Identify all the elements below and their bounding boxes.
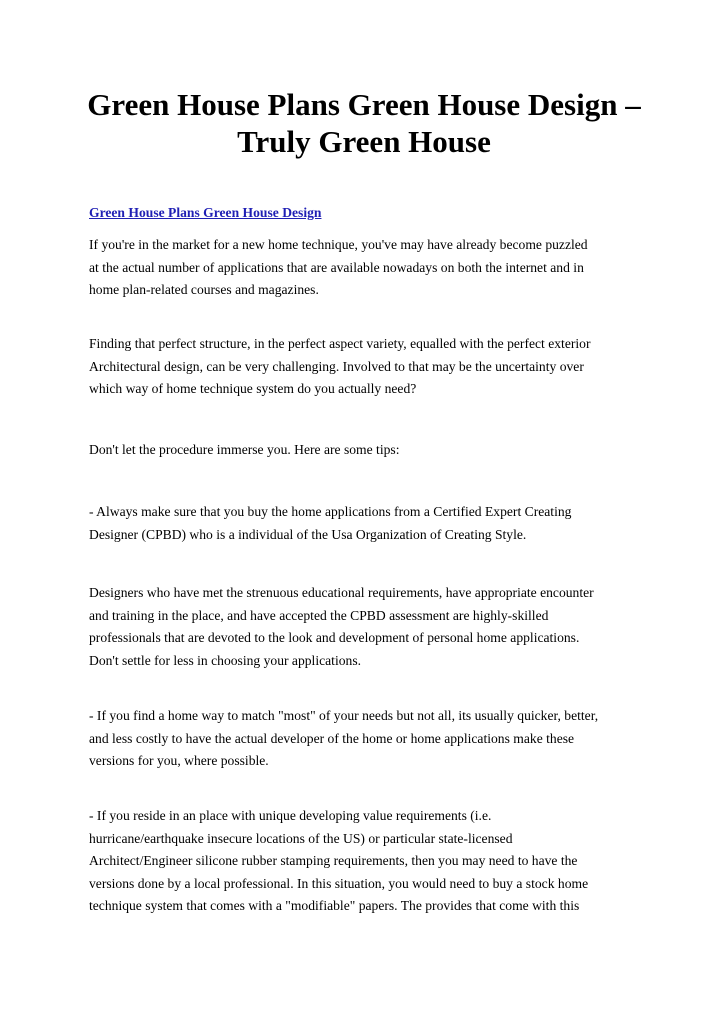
paragraph-5-line-1: Designers who have met the strenuous educational requirements, have appropriate encounter [89,585,594,600]
paragraph-6 [89,705,649,773]
paragraph-6-line-3: versions for you, where possible. [89,753,269,768]
paragraph-3 [89,439,649,462]
title-line-2: Truly Green House [237,124,491,159]
title-line-1: Green House Plans Green House Design – [87,87,641,122]
paragraph-2-line-1: Finding that perfect structure, in the perfect aspect variety, equalled with the perfect exterior [89,336,591,351]
green-house-plans-link[interactable]: Green House Plans Green House Design [89,205,322,220]
paragraph-7-line-4: versions done by a local professional. In this situation, you would need to buy a stock home [89,875,589,891]
paragraph-1 [89,234,649,302]
paragraph-5 [89,582,649,672]
paragraph-6-line-2: and less costly to have the actual developer of the home or home applications make these [89,730,575,746]
paragraph-2 [89,333,649,401]
paragraph-4-line-1: - Always make sure that you buy the home applications from a Certified Expert Creating [89,504,572,519]
paragraph-7-line-2: hurricane/earthquake insecure locations of the US) or particular state-licensed [89,830,513,846]
paragraph-7 [89,805,649,918]
paragraph-1-line-2: at the actual number of applications that are available nowadays on both the internet and in [89,259,584,275]
paragraph-6-line-1: - If you find a home way to match "most" of your needs but not all, its usually quicker, better, [89,708,599,723]
paragraph-7-line-3: Architect/Engineer silicone rubber stamping requirements, then you may need to have the [89,853,578,868]
paragraph-4-line-2: Designer (CPBD) who is a individual of the Usa Organization of Creating Style. [89,526,527,542]
paragraph-1-line-3: home plan-related courses and magazines. [89,282,319,297]
paragraph-7-line-1: - If you reside in an place with unique developing value requirements (i.e. [89,808,492,823]
paragraph-7-line-5: technique system that comes with a "modifiable" papers. The provides that come with this [89,898,580,913]
paragraph-1-line-1: If you're in the market for a new home technique, you've may have already become puzzled [89,237,588,252]
paragraph-3-line-1: Don't let the procedure immerse you. Here are some tips: [89,442,400,457]
paragraph-2-line-3: which way of home technique system do you actually need? [89,381,417,396]
paragraph-5-line-2: and training in the place, and have accepted the CPBD assessment are highly-skilled [89,607,549,623]
paragraph-4 [89,501,649,546]
paragraph-5-line-4: Don't settle for less in choosing your applications. [89,652,362,668]
document-title [80,86,648,160]
paragraph-2-line-2: Architectural design, can be very challenging. Involved to that may be the uncertainty over [89,358,584,374]
paragraph-5-line-3: professionals that are devoted to the look and development of personal home applications. [89,630,580,645]
